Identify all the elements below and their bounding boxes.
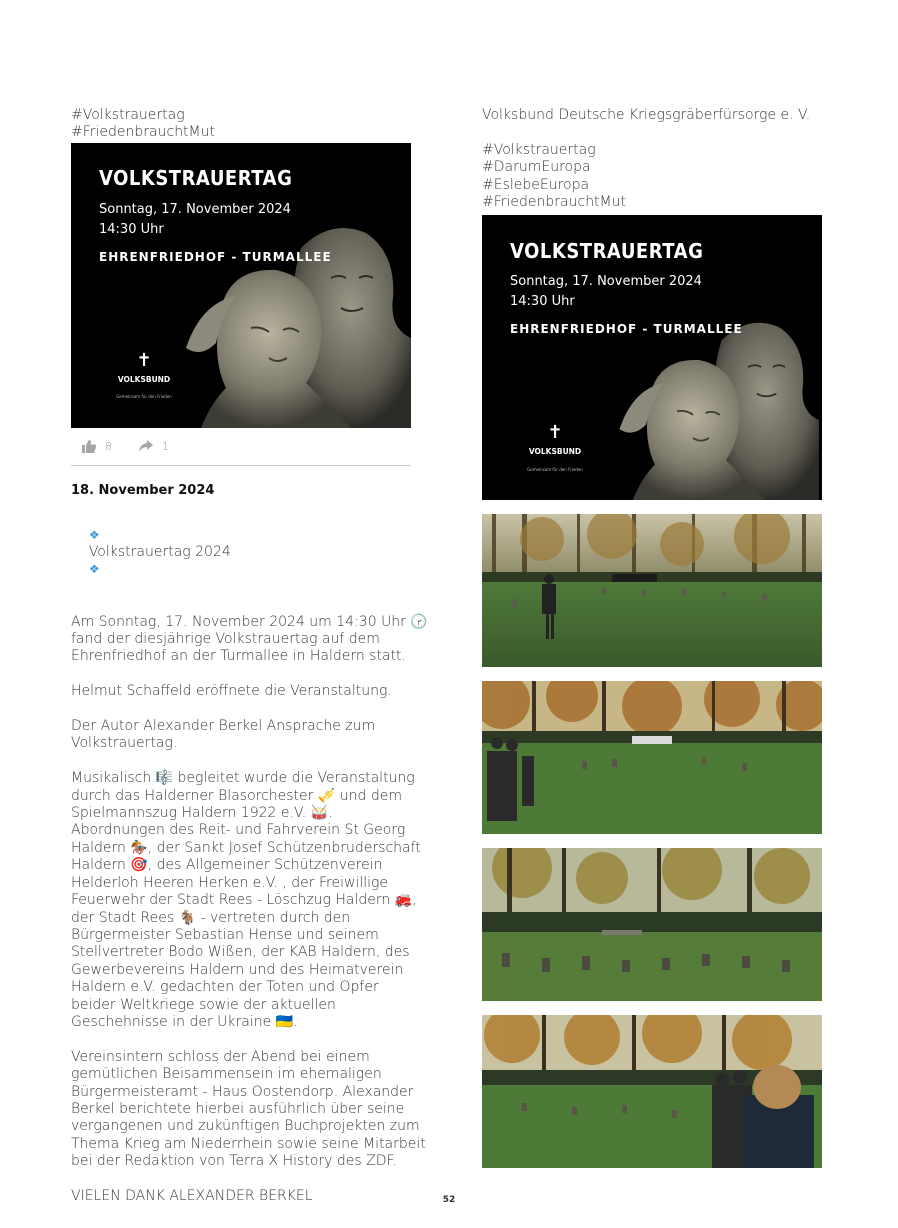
text-line: Bürgermeister Sebastian Hense und seinem bbox=[71, 926, 379, 943]
statue-image bbox=[181, 208, 411, 428]
paragraph bbox=[71, 770, 421, 1031]
poster-place: EHRENFRIEDHOF - TURMALLEE bbox=[510, 322, 743, 337]
logo-subtext: Gemeinsam für den Frieden bbox=[116, 394, 172, 400]
text-line: Gewerbevereins Haldern und des Heimatverein bbox=[71, 961, 404, 978]
text-line: Haldern 🎯, des Allgemeiner Schützenverein bbox=[71, 857, 383, 874]
poster-time: 14:30 Uhr bbox=[510, 294, 575, 310]
text-line: Abordnungen des Reit- und Fahrverein St Georg bbox=[71, 822, 406, 839]
text-line: Helderloh Heeren Herken e.V. , der Freiwillige bbox=[71, 874, 388, 891]
text-line: vergangenen und zukünftigen Buchprojekten zum bbox=[71, 1118, 420, 1135]
text-line: Bürgermeisteramt - Haus Oostendorp. Alexander bbox=[71, 1083, 414, 1100]
text-line: fand der diesjährige Volkstrauertag auf dem bbox=[71, 631, 380, 648]
text-line: Feuerwehr der Stadt Rees - Löschzug Haldern 🚒, bbox=[71, 892, 417, 909]
thumbs-up-icon[interactable] bbox=[81, 439, 97, 453]
hashtag[interactable]: #FriedenbrauchtMut bbox=[71, 124, 215, 141]
text-line: Berkel berichtete hierbei ausführlich über seine bbox=[71, 1100, 405, 1117]
poster-title: VOLKSTRAUERTAG bbox=[510, 240, 704, 265]
logo-text: VOLKSBUND bbox=[528, 447, 582, 457]
hashtag[interactable]: #Volkstrauertag bbox=[482, 141, 596, 158]
right-hashtags bbox=[482, 142, 827, 212]
hashtag[interactable]: #DarumEuropa bbox=[482, 159, 591, 176]
left-hashtags bbox=[71, 107, 416, 142]
paragraph bbox=[71, 718, 416, 753]
event-poster bbox=[71, 143, 411, 428]
poster-title: VOLKSTRAUERTAG bbox=[99, 166, 293, 191]
post-body bbox=[71, 613, 428, 1206]
diamond-icon: ❖ bbox=[88, 562, 100, 577]
text-line: durch das Halderner Blasorchester 🎺 und dem bbox=[71, 787, 402, 804]
text-line: Ehrenfriedhof an der Turmallee in Haldern statt. bbox=[71, 648, 406, 665]
left-column bbox=[71, 107, 428, 1205]
cemetery-photo bbox=[482, 848, 822, 1001]
text-line: beider Weltkriege sowie der aktuellen bbox=[71, 996, 336, 1013]
text-line: Vereinsintern schloss der Abend bei einem bbox=[71, 1048, 370, 1065]
volksbund-logo bbox=[510, 423, 600, 478]
paragraph bbox=[71, 613, 428, 666]
share-icon[interactable] bbox=[138, 439, 154, 453]
hashtag[interactable]: #Volkstrauertag bbox=[71, 107, 185, 123]
diamond-icon: ❖ bbox=[88, 527, 100, 542]
cross-icon: ✝ bbox=[136, 349, 152, 371]
paragraph bbox=[71, 1048, 426, 1171]
text-line: der Stadt Rees 🐐 - vertreten durch den bbox=[71, 909, 351, 926]
logo-text: VOLKSBUND bbox=[117, 374, 171, 384]
text-line: gemütlichen Beisammensein im ehemaligen bbox=[71, 1066, 382, 1083]
text-line: bei der Redaktion von Terra X History des ZDF. bbox=[71, 1153, 397, 1170]
paragraph bbox=[71, 683, 416, 700]
shares-count: 1 bbox=[162, 439, 169, 453]
text-line: VIELEN DANK ALEXANDER BERKEL bbox=[71, 1187, 313, 1204]
text-line: Spielmannszug Haldern 1922 e.V. 🥁. bbox=[71, 805, 333, 822]
logo-subtext: Gemeinsam für den Frieden bbox=[527, 466, 583, 472]
right-column bbox=[482, 107, 827, 1168]
hashtag[interactable]: #EslebeEuropa bbox=[482, 176, 590, 193]
cemetery-photo bbox=[482, 1015, 822, 1168]
event-poster bbox=[482, 215, 822, 500]
poster-place: EHRENFRIEDHOF - TURMALLEE bbox=[99, 249, 332, 264]
cemetery-photo bbox=[482, 514, 822, 667]
poster-date: Sonntag, 17. November 2024 bbox=[510, 274, 702, 290]
text-line: Thema Krieg am Niederrhein sowie seine Mitarbeit bbox=[71, 1135, 426, 1152]
cross-icon: ✝ bbox=[547, 422, 563, 444]
org-name: Volksbund Deutsche Kriegsgräberfürsorge e. V. bbox=[482, 107, 811, 123]
text-line: Volkstrauertag. bbox=[71, 735, 178, 752]
text-line: Der Autor Alexander Berkel Ansprache zum bbox=[71, 718, 376, 735]
page-number: 52 bbox=[442, 1195, 456, 1205]
text-line: Haldern e.V. gedachten der Toten und Opfer bbox=[71, 979, 379, 996]
poster-time: 14:30 Uhr bbox=[99, 221, 164, 237]
text-line: Helmut Schaffeld eröffnete die Veranstaltung. bbox=[71, 683, 392, 700]
post-headline bbox=[71, 509, 416, 596]
poster-date: Sonntag, 17. November 2024 bbox=[99, 201, 291, 217]
text-line: Musikalisch 🎼 begleitet wurde die Veranstaltung bbox=[71, 770, 415, 787]
volksbund-logo bbox=[99, 351, 189, 406]
headline-text: Volkstrauertag 2024 bbox=[88, 544, 231, 561]
text-line: Haldern 🏇, der Sankt Josef Schützenbruderschaft bbox=[71, 839, 421, 856]
post-actions bbox=[71, 428, 411, 466]
text-line: Geschehnisse in der Ukraine 🇺🇦. bbox=[71, 1013, 298, 1030]
text-line: Am Sonntag, 17. November 2024 um 14:30 Uhr 🕝 bbox=[71, 613, 428, 630]
likes-count: 8 bbox=[105, 439, 112, 453]
post-date: 18. November 2024 bbox=[71, 482, 215, 498]
hashtag[interactable]: #FriedenbrauchtMut bbox=[482, 194, 626, 211]
cemetery-photo bbox=[482, 681, 822, 834]
text-line: Stellvertreter Bodo Wißen, der KAB Haldern, des bbox=[71, 944, 410, 961]
